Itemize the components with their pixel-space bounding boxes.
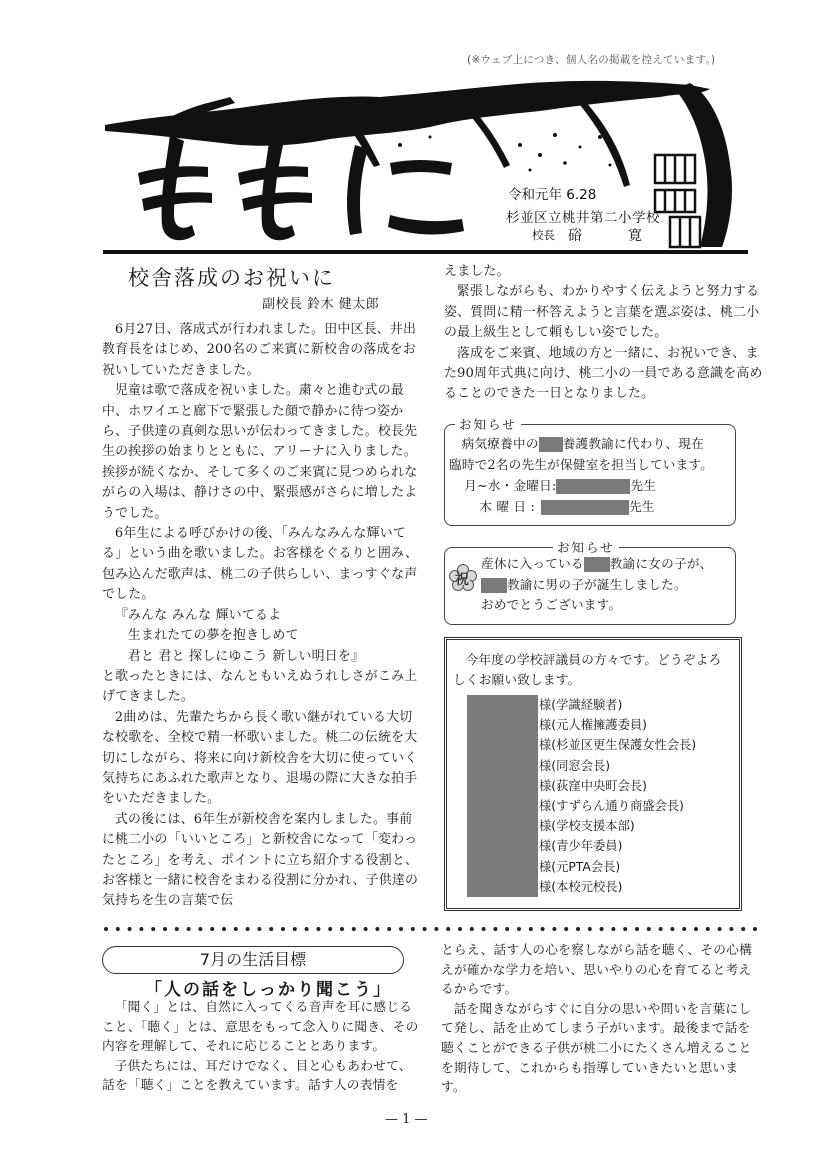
lyrics-line: 『みんな みんな 輝いてるよ <box>114 607 282 623</box>
separator-dot <box>257 927 261 931</box>
separator-dot <box>505 927 509 931</box>
council-member: 様(元PTA会長) <box>539 859 621 874</box>
council-member: 様(青少年委員) <box>539 839 623 854</box>
separator-dot <box>611 927 615 931</box>
separator-dot <box>470 927 474 931</box>
council-member: 様(学識経験者) <box>539 698 623 712</box>
schedule-suffix: 先生 <box>630 478 657 493</box>
separator-dot <box>482 927 486 931</box>
goal-left-column <box>102 997 424 1095</box>
separator-dot <box>293 927 297 931</box>
redacted-name <box>556 479 630 494</box>
separator-dot <box>210 927 214 931</box>
separator-dot <box>552 927 556 931</box>
schedule-label: 木 曜 日 : <box>479 499 536 514</box>
separator-dot <box>128 927 132 931</box>
article-left-column <box>102 320 424 912</box>
celebration-icon: 祝 <box>449 564 477 592</box>
notice-nurse-box <box>444 417 736 526</box>
separator-dot <box>411 927 415 931</box>
separator-dot <box>246 927 250 931</box>
monthly-goal-title: 7月の生活目標 <box>102 946 404 974</box>
notice-text: 産休に入っている <box>481 556 584 571</box>
notice-title: お知らせ <box>553 538 619 556</box>
separator-dot <box>458 927 462 931</box>
article-paragraph: 2曲めは、先輩たちから長く歌い継がれている大切な校歌を、全校で精一杯歌いました。桃二の伝統を大切にしながら、将来に向け新校舎を大切に使っていく気持ちにあふれた歌声となり、退場の際に大きな拍手をいただきました。 <box>102 709 418 807</box>
goal-paragraph: とらえ、話す人の心を察しながら話を聴く、その心構えが確かな学力を培い、思いやりの心を育てると考えるからです。 <box>441 942 753 997</box>
issue-date: 令和元年 6.28 <box>508 187 597 203</box>
separator-dot <box>564 927 568 931</box>
separator-dot <box>104 927 108 931</box>
separator-dot <box>493 927 497 931</box>
separator-dot <box>423 927 427 931</box>
council-member: 様(本校元校長) <box>539 879 623 894</box>
article-paragraph: 6月27日、落成式が行われました。田中区長、井出教育長をはじめ、200名のご来賓に新校舎の落成をお祝いしていただきました。 <box>102 322 417 378</box>
separator-dot <box>399 927 403 931</box>
council-member: 様(同窓会長) <box>539 758 611 773</box>
separator-dot <box>387 927 391 931</box>
separator-dot <box>198 927 202 931</box>
separator-dot <box>529 927 533 931</box>
separator-dot <box>222 927 226 931</box>
separator-dot <box>753 927 757 931</box>
school-name: 杉並区立桃井第二小学校 <box>506 210 660 226</box>
council-member: 様(学校支援本部) <box>539 819 635 834</box>
principal-name-1: 硲 <box>568 228 582 244</box>
separator-dot <box>576 927 580 931</box>
masthead-rule <box>103 250 748 254</box>
article-paragraph: 緊張しながらも、わかりやすく伝えようと努力する姿、質問に精一杯答えようと言葉を選ぶ姿は、桃二小の最上級生として頼もしい姿でした。 <box>444 284 760 341</box>
article-paragraph: 落成をご来賓、地域の方と一緒に、お祝いでき、また90周年式典に向け、桃二小の一員である意識を高めることのできた一日となりました。 <box>444 345 763 402</box>
council-member: 様(元人権擁護委員) <box>539 718 647 733</box>
separator-dot <box>718 927 722 931</box>
notice-text: 教諭に女の子が、 <box>609 556 713 571</box>
separator-dot <box>269 927 273 931</box>
separator-dot <box>670 927 674 931</box>
article-title: 校舎落成のお祝いに <box>128 266 335 290</box>
lyrics-line: 君と 君と 探しにゆこう 新しい明日を』 <box>127 648 365 664</box>
article-byline: 副校長 鈴木 健太郎 <box>262 297 380 312</box>
separator-dot <box>328 927 332 931</box>
separator-dot <box>340 927 344 931</box>
separator-dot <box>234 927 238 931</box>
notice-birth-box <box>444 540 736 625</box>
separator-dot <box>116 927 120 931</box>
notice-text: 教諭に男の子が誕生しました。 <box>507 576 687 592</box>
separator-dot <box>139 927 143 931</box>
separator-dot <box>175 927 179 931</box>
separator-dot <box>588 927 592 931</box>
notice-text: 病気療養中の <box>461 436 539 451</box>
schedule-suffix: 先生 <box>629 499 655 514</box>
separator-dot <box>741 927 745 931</box>
council-member: 様(すずらん通り商盛会長) <box>539 799 684 814</box>
privacy-notice: (※ウェブ上につき、個人名の掲載を控えています。) <box>467 54 716 66</box>
monthly-goal-slogan: 「人の話をしっかり聞こう」 <box>145 980 392 1000</box>
council-member: 様(荻窪中央町会長) <box>539 778 647 793</box>
separator-dot <box>187 927 191 931</box>
separator-dot <box>163 927 167 931</box>
notice-text: 臨時で2名の先生が保健室を担当しています。 <box>449 457 714 472</box>
goal-paragraph: 話を聞きながらすぐに自分の思いや問いを言葉にして発し、話を止めてしまう子がいます。最後まで話を聴くことができる子供が桃二小にたくさん増えることを期待して、これからも指導していきたいと思います。 <box>441 1000 752 1095</box>
article-paragraph: と歌ったときには、なんともいえぬうれしさがこみ上げてきました。 <box>102 668 418 705</box>
article-paragraph: えました。 <box>444 264 510 279</box>
notice-text: おめでとうございます。 <box>481 597 622 612</box>
masthead <box>100 75 750 250</box>
principal-name-2: 寛 <box>628 228 642 244</box>
council-member-list <box>539 695 696 897</box>
article-paragraph: 6年生による呼びかけの後、「みんなみんな輝いてる」という曲を歌いました。お客様をぐるりと囲み、包み込んだ歌声は、桃二の子供らしい、まっすぐな声でした。 <box>102 526 419 603</box>
article-paragraph: 式の後には、6年生が新校舎を案内しました。事前に桃二小の「いいところ」と新校舎になって「変わったところ」を考え、ポイントに立ち紹介する役割と、お客様と一緒に校舎をまわる役割に分かれ、子供達の気持ちを生の言葉で伝 <box>102 811 419 909</box>
separator-dot <box>316 927 320 931</box>
separator-dot <box>151 927 155 931</box>
separator-dot <box>600 927 604 931</box>
school-council-box <box>444 637 742 911</box>
separator-dot <box>647 927 651 931</box>
redacted-name <box>584 557 610 572</box>
council-member: 様(杉並区更生保護女性会長) <box>539 738 697 753</box>
separator-dot <box>281 927 285 931</box>
separator-dot <box>446 927 450 931</box>
article-right-column <box>444 262 766 405</box>
redacted-name <box>539 437 563 452</box>
separator-dot <box>375 927 379 931</box>
goal-right-column <box>441 940 763 1097</box>
separator-dot <box>541 927 545 931</box>
notice-text: 養護教諭に代わり、現在 <box>562 436 704 451</box>
separator-dot <box>706 927 710 931</box>
redacted-names <box>467 695 538 897</box>
goal-paragraph: 子供たちには、耳だけでなく、目と心もあわせて、話を「聴く」ことを教えています。話す人の表情を <box>102 1057 412 1093</box>
separator-dot <box>682 927 686 931</box>
goal-paragraph: 「聞く」とは、自然に入ってくる音声を耳に感じること、「聴く」とは、意思をもって念入りに聞き、その内容を理解して、それに応じることとあります。 <box>102 999 419 1054</box>
separator-dot <box>517 927 521 931</box>
dotted-separator <box>102 925 760 933</box>
redacted-name <box>481 578 507 593</box>
principal-label: 校長 <box>532 228 555 242</box>
separator-dot <box>305 927 309 931</box>
separator-dot <box>659 927 663 931</box>
schedule-label: 月~水・金曜日: <box>464 478 557 493</box>
separator-dot <box>694 927 698 931</box>
lyrics-line: 生まれたての夢を抱きしめて <box>127 628 299 644</box>
article-paragraph: 児童は歌で落成を祝いました。粛々と進む式の最中、ホワイエと廊下で緊張した顔で静かに待つ姿から、子供達の真剣な思いが伝わってきました。校長先生の挨拶の始まりとともに、アリーナに入りました。挨拶が続くなか、そして多くのご来賓に見つめられながらの入場は、静けさの中、緊張感がさらに増したようでした。 <box>102 383 418 521</box>
page-number: — 1 — <box>385 1112 428 1127</box>
redacted-name <box>541 500 629 515</box>
separator-dot <box>729 927 733 931</box>
council-intro: 今年度の学校評議員の方々です。どうぞよろしくお願い致します。 <box>453 652 722 687</box>
separator-dot <box>352 927 356 931</box>
notice-title: お知らせ <box>455 415 521 433</box>
separator-dot <box>434 927 438 931</box>
separator-dot <box>635 927 639 931</box>
separator-dot <box>364 927 368 931</box>
separator-dot <box>623 927 627 931</box>
